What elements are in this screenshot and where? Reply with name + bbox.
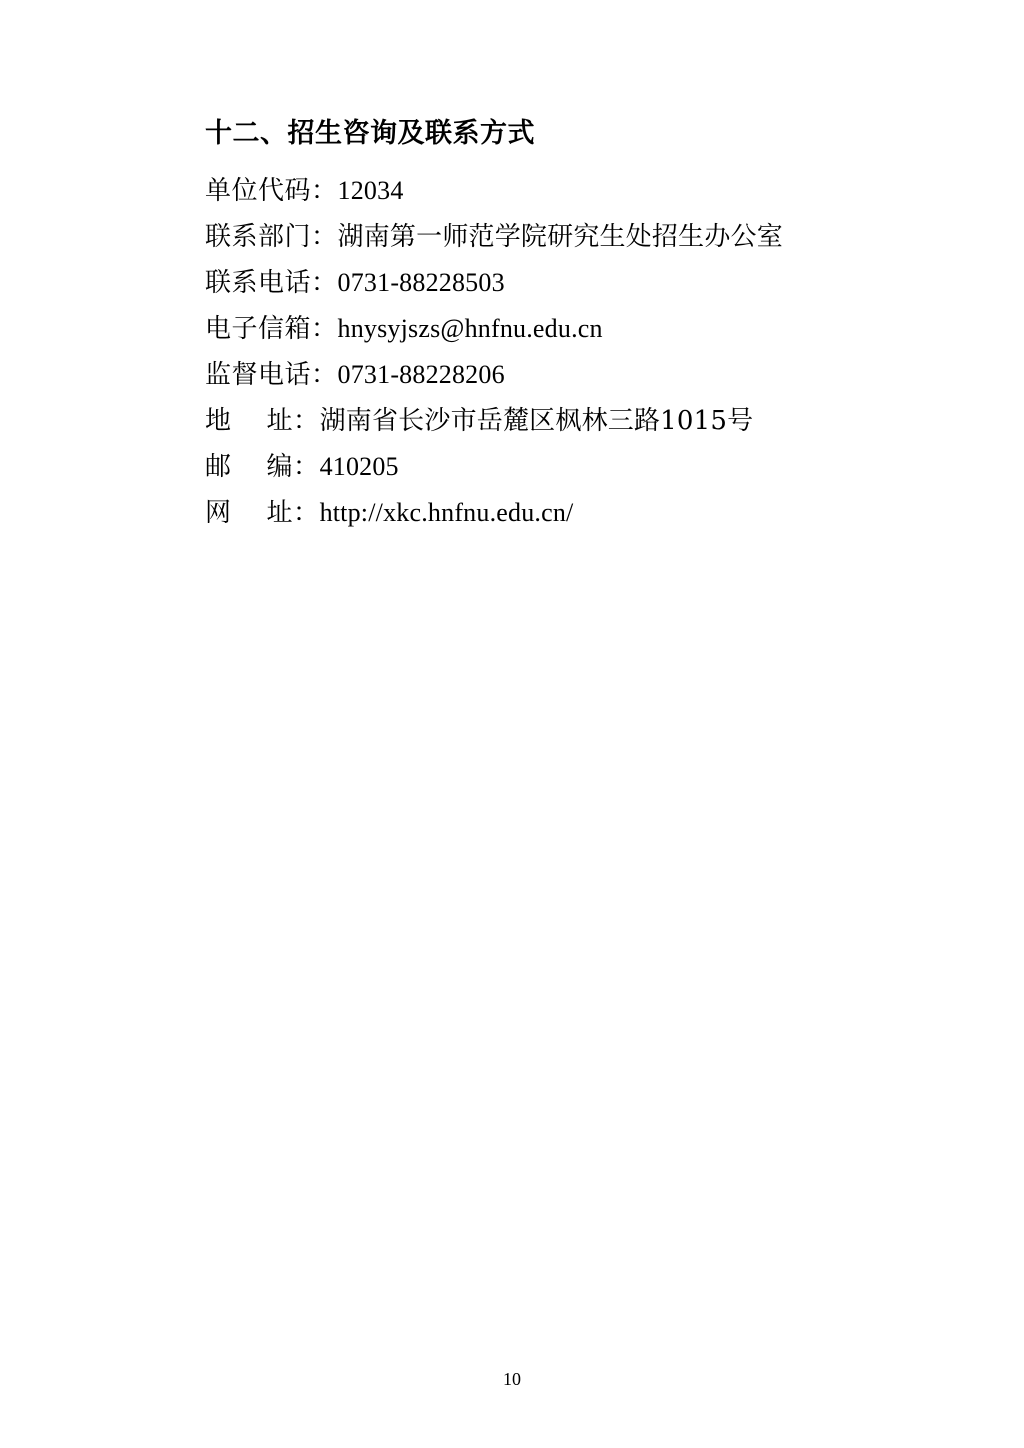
website-url: http://xkc.hnfnu.edu.cn/ bbox=[319, 498, 574, 528]
info-value: 湖南第一师范学院研究生处招生办公室 bbox=[337, 222, 783, 253]
list-item bbox=[205, 444, 904, 490]
info-value: 12034 bbox=[337, 176, 404, 206]
list-item bbox=[205, 352, 904, 398]
info-label: 单位代码： bbox=[205, 176, 338, 207]
info-value: 0731-88228206 bbox=[337, 360, 505, 390]
list-item bbox=[205, 398, 904, 444]
info-value: 湖南省长沙市岳麓区枫林三路1015号 bbox=[319, 406, 754, 437]
info-label: 邮 编： bbox=[205, 452, 320, 483]
list-item bbox=[205, 168, 904, 214]
list-item bbox=[205, 490, 904, 536]
list-item bbox=[205, 306, 904, 352]
info-label: 联系部门： bbox=[205, 222, 338, 253]
info-label: 电子信箱： bbox=[205, 314, 338, 345]
info-value: 410205 bbox=[319, 452, 399, 482]
contact-info-list bbox=[205, 168, 904, 536]
page-title: 十二、招生咨询及联系方式 bbox=[205, 118, 535, 149]
list-item bbox=[205, 260, 904, 306]
info-label: 监督电话： bbox=[205, 360, 338, 391]
page-number: 10 bbox=[503, 1369, 521, 1389]
list-item bbox=[205, 214, 904, 260]
info-label: 网 址： bbox=[205, 498, 320, 529]
info-label: 地 址： bbox=[205, 406, 320, 437]
info-value: 0731-88228503 bbox=[337, 268, 505, 298]
email-value: hnysyjszs@hnfnu.edu.cn bbox=[337, 314, 603, 344]
info-label: 联系电话： bbox=[205, 268, 338, 299]
